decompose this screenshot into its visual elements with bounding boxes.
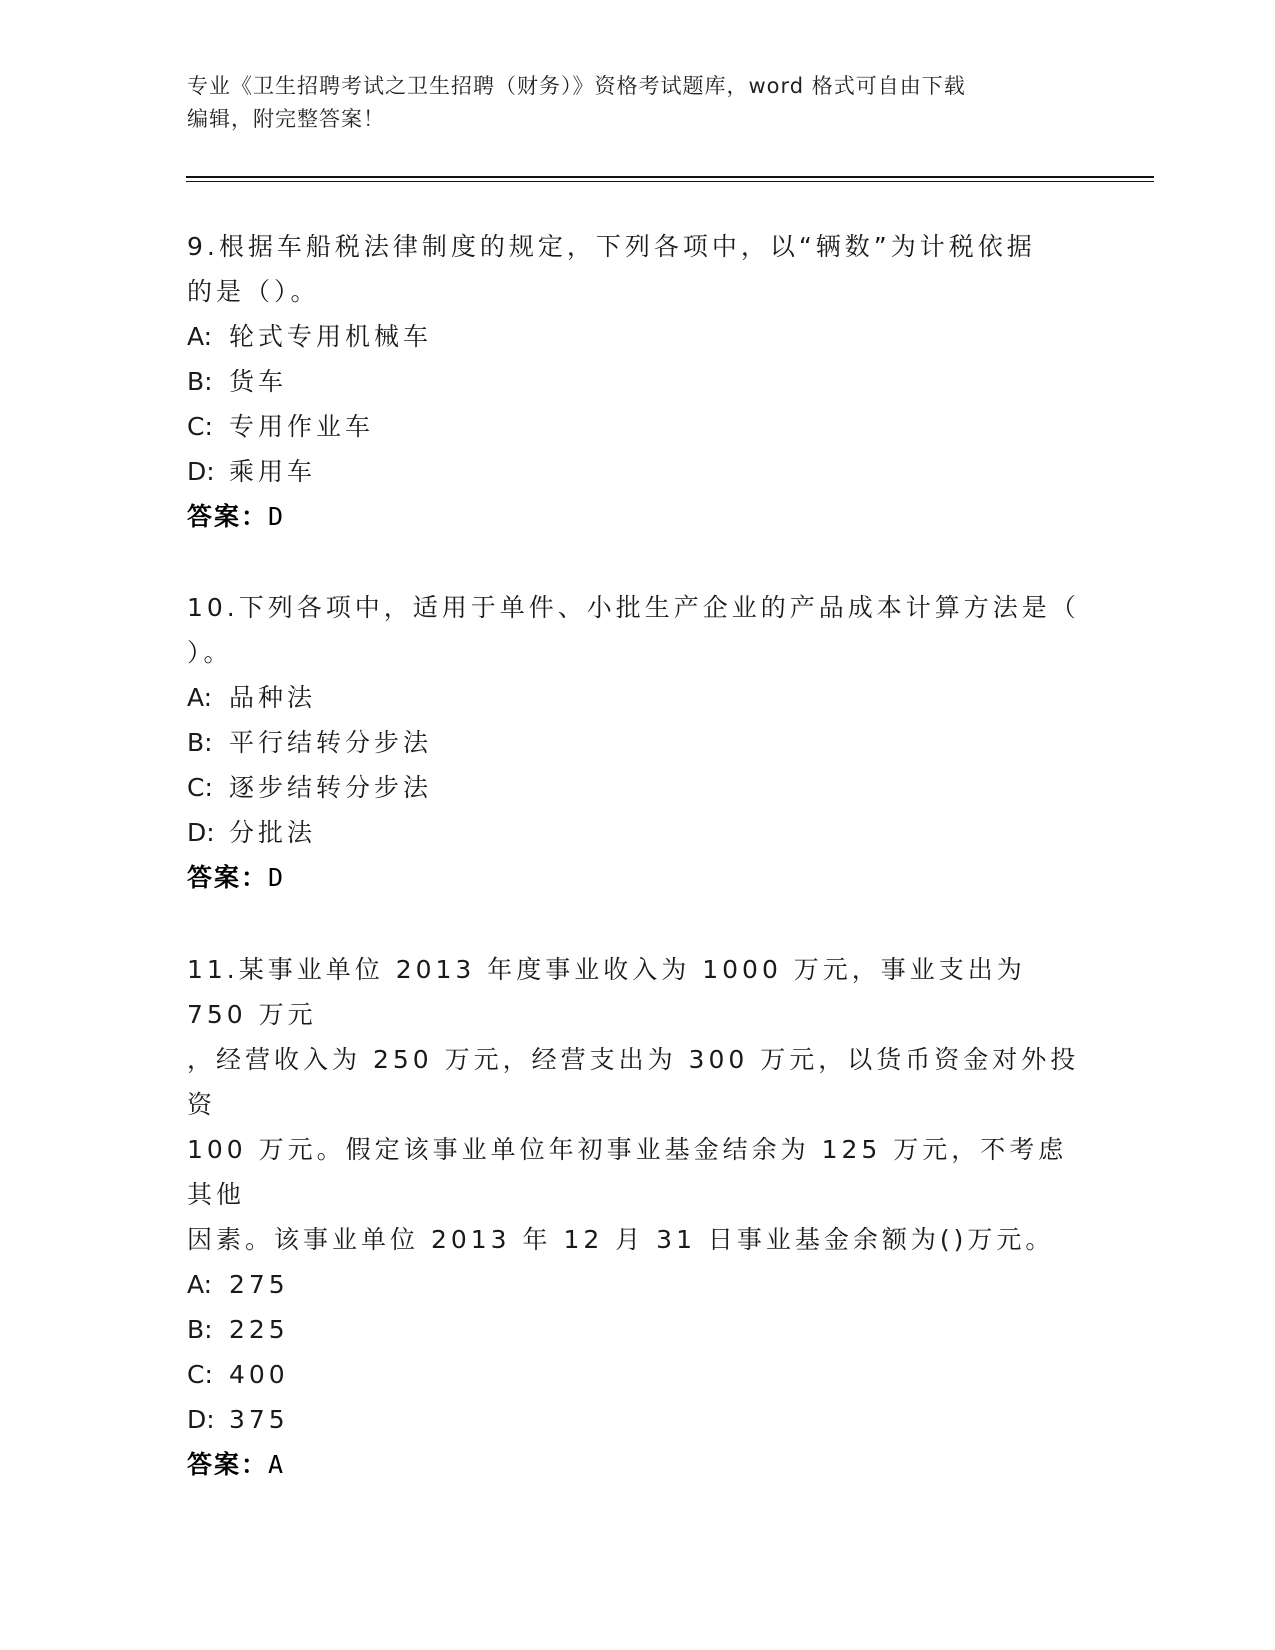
option-b [187, 1307, 1087, 1352]
option-text: 逐步结转分步法 [229, 773, 433, 802]
option-letter: C: [187, 1360, 213, 1389]
question-text-line: ，经营收入为 250 万元，经营支出为 300 万元，以货币资金对外投资 [187, 1045, 1080, 1119]
option-letter: C: [187, 412, 213, 441]
question-text-line: 11.某事业单位 2013 年度事业收入为 1000 万元，事业支出为 750 万元 [187, 955, 1026, 1029]
option-d [187, 810, 1087, 855]
option-b [187, 720, 1087, 765]
question-11 [187, 947, 1087, 1487]
header-line-1: 专业《卫生招聘考试之卫生招聘（财务）》资格考试题库，word 格式可自由下载 [187, 74, 966, 98]
option-text: 品种法 [229, 683, 317, 712]
question-text-line: 的是（）。 [187, 277, 320, 306]
question-text-line: 因素。该事业单位 2013 年 12 月 31 日事业基金余额为()万元。 [187, 1225, 1055, 1254]
option-letter: D: [187, 457, 215, 486]
question-text-line: 9.根据车船税法律制度的规定，下列各项中，以“辆数”为计税依据 [187, 232, 1036, 261]
option-c [187, 765, 1087, 810]
question-text-line: ）。 [187, 638, 233, 667]
option-a [187, 1262, 1087, 1307]
answer-line [187, 855, 1087, 900]
header-line-2: 编辑，附完整答案！ [187, 107, 385, 131]
option-letter: A: [187, 322, 213, 351]
option-text: 乘用车 [229, 457, 317, 486]
option-letter: D: [187, 818, 215, 847]
option-d [187, 449, 1087, 494]
option-letter: D: [187, 1405, 215, 1434]
option-d [187, 1397, 1087, 1442]
option-text: 375 [229, 1405, 289, 1434]
header-divider-thick [186, 176, 1154, 178]
option-c [187, 404, 1087, 449]
option-letter: B: [187, 728, 213, 757]
answer-value: D [268, 863, 286, 892]
question-9 [187, 224, 1087, 539]
answer-label: 答案： [187, 502, 269, 531]
header-divider-thin [186, 181, 1154, 182]
question-text-line: 100 万元。假定该事业单位年初事业基金结余为 125 万元，不考虑其他 [187, 1135, 1068, 1209]
document-header [187, 70, 1067, 136]
answer-value: D [268, 502, 286, 531]
option-text: 货车 [229, 367, 288, 396]
option-text: 轮式专用机械车 [229, 322, 433, 351]
question-text-line: 10.下列各项中，适用于单件、小批生产企业的产品成本计算方法是（ [187, 593, 1080, 622]
answer-label: 答案： [187, 1450, 269, 1479]
option-text: 分批法 [229, 818, 317, 847]
option-letter: A: [187, 683, 213, 712]
option-text: 平行结转分步法 [229, 728, 433, 757]
answer-line [187, 1442, 1087, 1487]
option-c [187, 1352, 1087, 1397]
answer-line [187, 494, 1087, 539]
option-letter: C: [187, 773, 213, 802]
answer-value: A [268, 1450, 286, 1479]
option-a [187, 675, 1087, 720]
option-letter: A: [187, 1270, 213, 1299]
option-text: 400 [229, 1360, 289, 1389]
option-a [187, 314, 1087, 359]
answer-label: 答案： [187, 863, 269, 892]
option-letter: B: [187, 1315, 213, 1344]
option-letter: B: [187, 367, 213, 396]
option-text: 225 [229, 1315, 289, 1344]
option-text: 275 [229, 1270, 289, 1299]
option-b [187, 359, 1087, 404]
option-text: 专用作业车 [229, 412, 375, 441]
question-10 [187, 585, 1087, 900]
